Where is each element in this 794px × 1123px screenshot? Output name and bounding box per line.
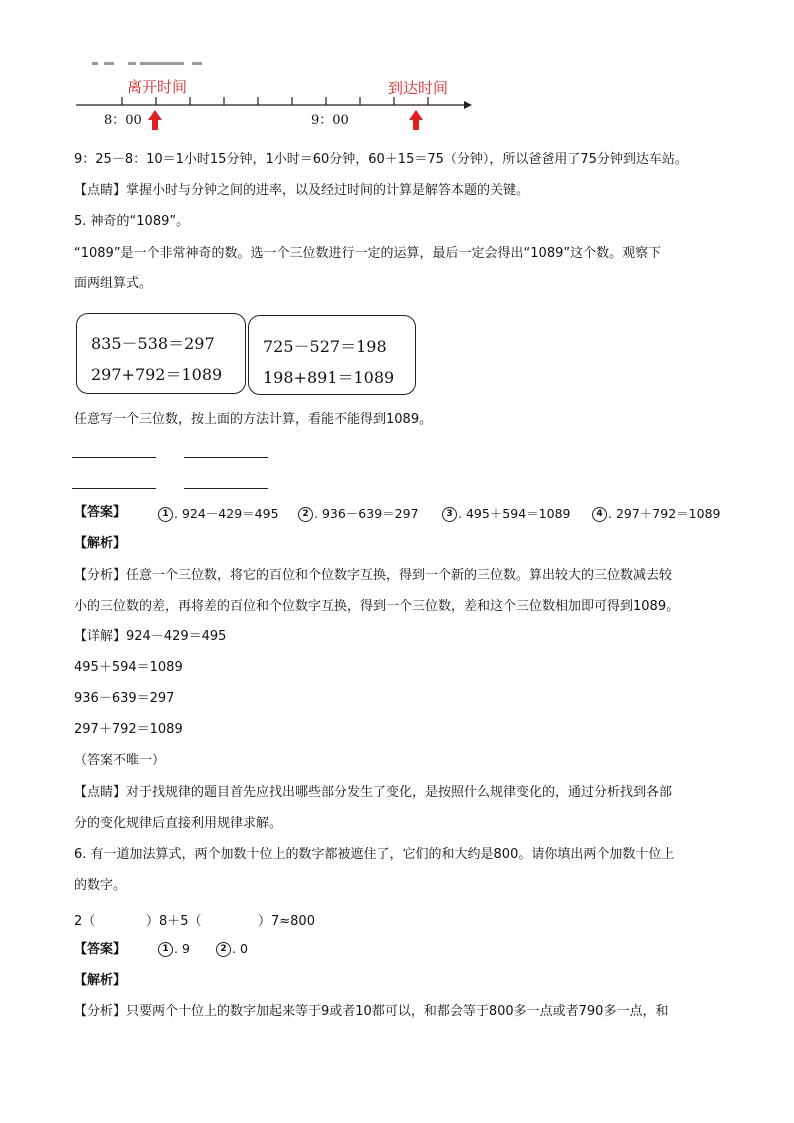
q6-expression-part1: 2（ xyxy=(74,914,96,929)
q5-dianjing-line2: 分的变化规律后直接利用规律求解。 xyxy=(74,816,283,831)
timeline-leave-label: 离开时间 xyxy=(127,78,188,96)
q5-answer-3-text: . 495＋594＝1089 xyxy=(458,506,571,521)
timeline-figure xyxy=(0,0,794,140)
q5-title: 5. 神奇的“1089”。 xyxy=(74,214,190,229)
q5-fenxi-line2: 小的三位数的差，再将差的百位和个位数字互换，得到一个三位数，差和这个三位数相加即可得到1089。 xyxy=(74,599,680,614)
q5-detail-line3: 936－639＝297 xyxy=(74,691,175,706)
example-box-1-line1: 835－538＝297 xyxy=(91,334,215,353)
q5-jiexi-label: 【解析】 xyxy=(74,536,127,551)
q5-answer-2-text: . 936－639＝297 xyxy=(314,506,419,521)
q6-answer-1 xyxy=(158,941,190,957)
q5-note: （答案不唯一） xyxy=(74,753,166,768)
q5-answer-4 xyxy=(592,504,720,522)
circled-number-1: 1 xyxy=(158,942,173,957)
circled-number-3: 3 xyxy=(442,507,457,522)
arrive-arrow-icon xyxy=(409,110,423,130)
circled-number-1: 1 xyxy=(158,507,173,522)
circled-number-2: 2 xyxy=(298,507,313,522)
q4-calculation: 9：25－8：10＝1小时15分钟，1小时＝60分钟，60＋15＝75（分钟），所以爸爸用了75分钟到达车站。 xyxy=(74,152,688,167)
example-box-2 xyxy=(248,315,416,395)
q5-detail-line2: 495＋594＝1089 xyxy=(74,660,183,675)
timeline-tick-label-9: 9：00 xyxy=(311,113,349,128)
q6-expression-part3: ）7≈800 xyxy=(258,914,315,929)
q6-answer-1-text: . 9 xyxy=(174,941,190,956)
answer-blank-2 xyxy=(184,457,268,458)
q6-answer-2 xyxy=(216,941,248,957)
q5-answer-1-text: . 924－429＝495 xyxy=(174,506,279,521)
example-box-2-line2: 198+891＝1089 xyxy=(263,368,395,387)
q5-answer-2 xyxy=(298,504,419,522)
cropped-text-fragment xyxy=(92,62,202,65)
answer-blank-4 xyxy=(184,488,268,489)
timeline-tick-label-8: 8：00 xyxy=(104,113,142,128)
circled-number-2: 2 xyxy=(216,942,231,957)
q6-fenxi: 【分析】只要两个十位上的数字加起来等于9或者10都可以，和都会等于800多一点或者790多一点，和 xyxy=(74,1004,669,1019)
example-box-1 xyxy=(76,313,246,394)
q6-answer-2-text: . 0 xyxy=(232,941,248,956)
q6-expression-part2: ）8＋5（ xyxy=(146,914,202,929)
timeline-arrive-label: 到达时间 xyxy=(388,79,449,97)
q5-answer-4-text: . 297＋792＝1089 xyxy=(608,506,721,521)
q6-title-line2: 的数字。 xyxy=(74,878,127,893)
q5-answer-1 xyxy=(158,504,279,522)
q5-fenxi-line1: 【分析】任意一个三位数，将它的百位和个位数字互换，得到一个新的三位数。算出较大的三位数减去较 xyxy=(74,568,673,583)
q4-dianjing: 【点睛】掌握小时与分钟之间的进率，以及经过时间的计算是解答本题的关键。 xyxy=(74,183,530,198)
timeline-ticks xyxy=(122,97,428,105)
q5-answer-3 xyxy=(442,504,570,522)
example-box-2-line1: 725－527＝198 xyxy=(263,337,387,356)
q5-detail-line1: 【详解】924－429＝495 xyxy=(74,629,227,644)
q6-title-line1: 6. 有一道加法算式，两个加数十位上的数字都被遮住了，它们的和大约是800。请你填出两个加数十位上 xyxy=(74,847,675,862)
q5-intro-line1: “1089”是一个非常神奇的数。选一个三位数进行一定的运算，最后一定会得出“1089”这个数。观察下 xyxy=(74,246,662,261)
leave-arrow-icon xyxy=(148,110,162,130)
q5-detail-line4: 297＋792＝1089 xyxy=(74,722,183,737)
q6-answer-label: 【答案】 xyxy=(74,942,127,957)
axis-arrow-icon xyxy=(464,101,472,109)
q5-dianjing-line1: 【点睛】对于找规律的题目首先应找出哪些部分发生了变化，是按照什么规律变化的，通过分析找到各部 xyxy=(74,785,673,800)
example-box-1-line2: 297+792＝1089 xyxy=(91,365,223,384)
q5-intro-line2: 面两组算式。 xyxy=(74,276,153,291)
q5-task: 任意写一个三位数，按上面的方法计算，看能不能得到1089。 xyxy=(74,412,433,427)
q5-answer-label: 【答案】 xyxy=(74,505,127,520)
answer-blank-3 xyxy=(72,488,156,489)
circled-number-4: 4 xyxy=(592,507,607,522)
q6-jiexi-label: 【解析】 xyxy=(74,973,127,988)
answer-blank-1 xyxy=(72,457,156,458)
